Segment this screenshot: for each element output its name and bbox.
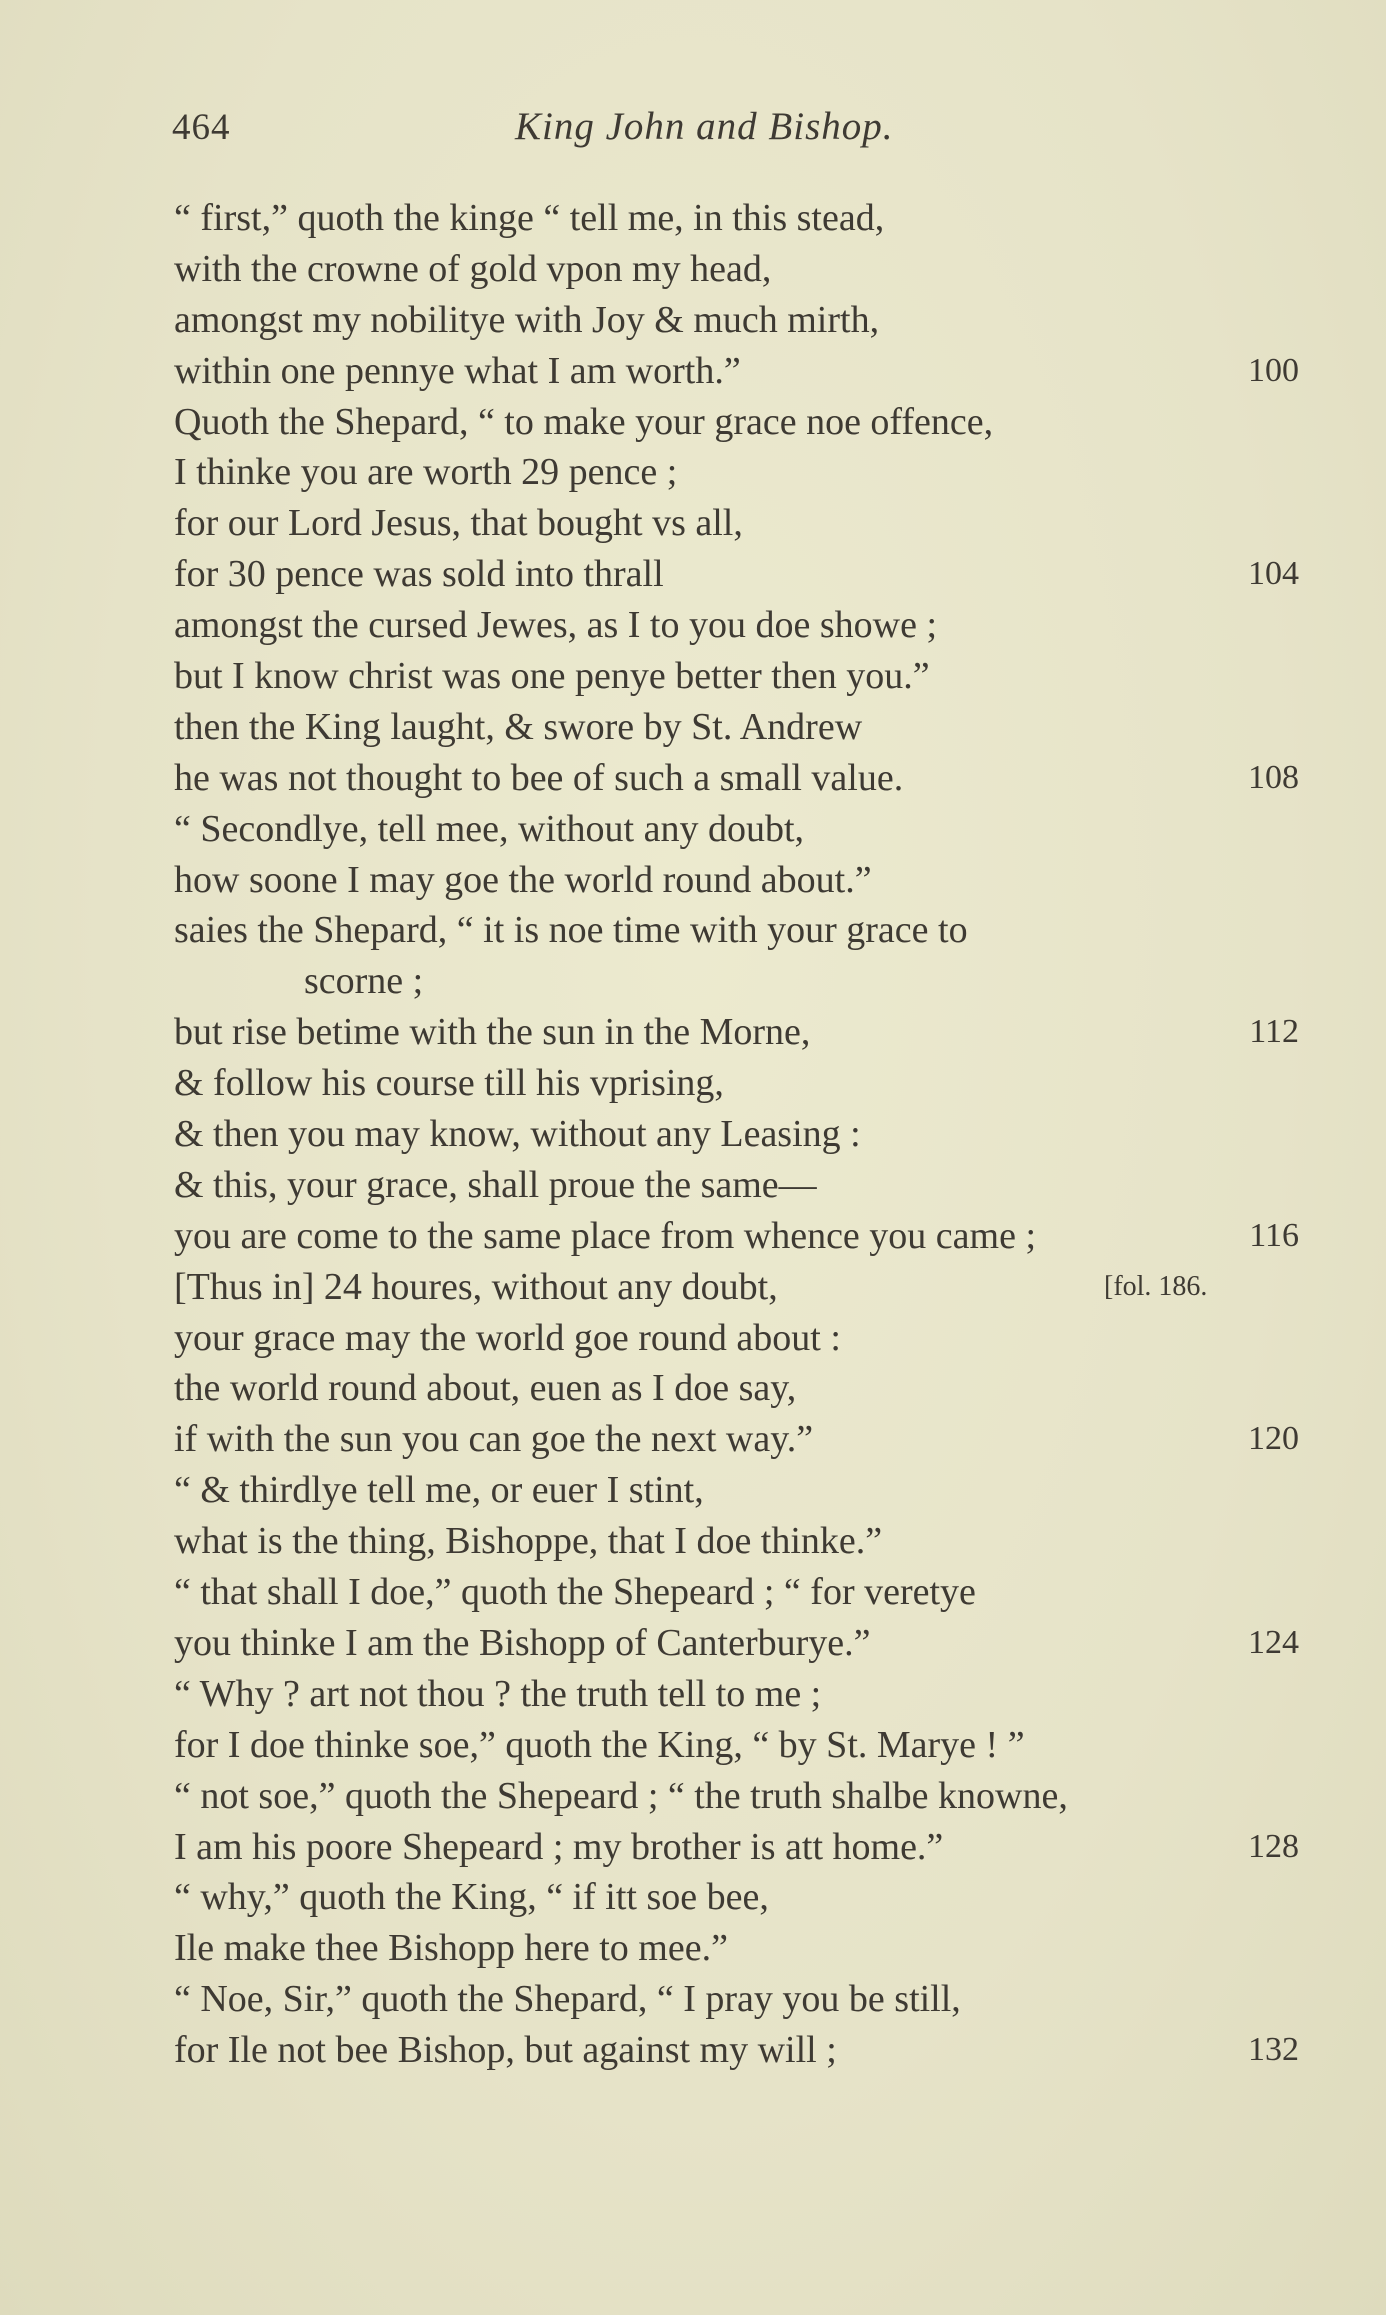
verse-line [174, 1211, 1299, 1262]
verse-line [174, 549, 1299, 600]
page-number: 464 [172, 107, 231, 148]
verse-line-text: your grace may the world goe round about : [174, 1316, 841, 1359]
verse-line [174, 1313, 1299, 1364]
verse-line-text: “ & thirdlye tell me, or euer I stint, [174, 1469, 704, 1512]
line-number: 108 [1248, 758, 1299, 796]
running-title: King John and Bishop. [515, 105, 894, 148]
verse-line-text: scorne ; [304, 960, 424, 1003]
verse-line-text: for Ile not bee Bishop, but against my will ; [174, 2029, 837, 2072]
verse-line [174, 1618, 1299, 1669]
verse-line [174, 498, 1299, 549]
verse-line [174, 1872, 1299, 1923]
verse-line-text: “ not soe,” quoth the Shepeard ; “ the truth shalbe knowne, [174, 1774, 1068, 1817]
verse-line [174, 753, 1299, 804]
verse-line [174, 1720, 1299, 1771]
verse-line-text: how soone I may goe the world round about.” [174, 858, 872, 901]
line-number: 104 [1248, 555, 1299, 593]
verse-line-text: & follow his course till his vprising, [174, 1062, 724, 1105]
verse-line-text: “ Why ? art not thou ? the truth tell to me ; [174, 1672, 822, 1715]
verse-line-text: but rise betime with the sun in the Morne, [174, 1011, 811, 1054]
verse-line-text: but I know christ was one penye better then you.” [174, 655, 930, 698]
verse-line-text: I thinke you are worth 29 pence ; [174, 451, 678, 494]
line-number: 100 [1248, 351, 1299, 389]
verse-line [174, 905, 1299, 956]
verse-line-text: amongst the cursed Jewes, as I to you doe showe ; [174, 604, 938, 647]
verse-line-text: you thinke I am the Bishopp of Canterburye.” [174, 1621, 871, 1664]
verse-line [174, 1822, 1299, 1873]
verse-line-text: “ why,” quoth the King, “ if itt soe bee, [174, 1876, 769, 1919]
verse-line-text: Quoth the Shepard, “ to make your grace noe offence, [174, 400, 994, 443]
verse-line-text: Ile make thee Bishopp here to mee.” [174, 1927, 728, 1970]
verse-line-text: you are come to the same place from whence you came ; [174, 1214, 1037, 1257]
verse-line-text: & then you may know, without any Leasing : [174, 1113, 861, 1156]
verse-line [174, 1669, 1299, 1720]
verse-line [174, 1567, 1299, 1618]
verse-line-text: “ that shall I doe,” quoth the Shepeard ; “ for veretye [174, 1571, 976, 1614]
verse-line-text: saies the Shepard, “ it is noe time with your grace to [174, 909, 968, 952]
verse-line [174, 1465, 1299, 1516]
verse-line-text: the world round about, euen as I doe say, [174, 1367, 797, 1410]
verse-line [174, 600, 1299, 651]
line-number: 132 [1248, 2031, 1299, 2069]
verse-line-text: I am his poore Shepeard ; my brother is att home.” [174, 1825, 944, 1868]
verse-line-text: for 30 pence was sold into thrall [174, 553, 664, 596]
verse-line [174, 1007, 1299, 1058]
poem-body [174, 193, 1299, 2076]
verse-line [174, 855, 1299, 906]
verse-line [174, 1160, 1299, 1211]
verse-line [174, 1414, 1299, 1465]
verse-line [174, 702, 1299, 753]
folio-note: [fol. 186. [1104, 1270, 1208, 1302]
line-number: 112 [1249, 1013, 1299, 1051]
verse-line [174, 346, 1299, 397]
verse-line [174, 295, 1299, 346]
verse-line [174, 956, 1299, 1007]
verse-line [174, 1771, 1299, 1822]
verse-line [174, 447, 1299, 498]
verse-line-text: he was not thought to bee of such a small value. [174, 756, 904, 799]
verse-line [174, 1923, 1299, 1974]
verse-line-text: “ Noe, Sir,” quoth the Shepard, “ I pray you be still, [174, 1978, 961, 2021]
verse-line [174, 1516, 1299, 1567]
verse-line [174, 397, 1299, 448]
verse-line [174, 1363, 1299, 1414]
verse-line-text: & this, your grace, shall proue the same— [174, 1163, 817, 1206]
verse-line-text: what is the thing, Bishoppe, that I doe thinke.” [174, 1520, 883, 1563]
verse-line-text: with the crowne of gold vpon my head, [174, 247, 772, 290]
verse-line-text: if with the sun you can goe the next way.” [174, 1418, 814, 1461]
verse-line-text: “ first,” quoth the kinge “ tell me, in this stead, [174, 197, 885, 239]
verse-line [174, 804, 1299, 855]
line-number: 128 [1248, 1827, 1299, 1865]
verse-line [174, 193, 1299, 244]
verse-line [174, 1974, 1299, 2025]
verse-line-text: for our Lord Jesus, that bought vs all, [174, 502, 743, 545]
verse-line [174, 1109, 1299, 1160]
verse-line-text: “ Secondlye, tell mee, without any doubt, [174, 807, 805, 850]
verse-line-text: for I doe thinke soe,” quoth the King, “ by St. Marye ! ” [174, 1723, 1025, 1766]
verse-line [174, 1262, 1299, 1313]
verse-line [174, 1058, 1299, 1109]
verse-line [174, 244, 1299, 295]
verse-line-text: [Thus in] 24 houres, without any doubt, [174, 1265, 778, 1308]
verse-line [174, 651, 1299, 702]
verse-line-text: then the King laught, & swore by St. Andrew [174, 705, 863, 748]
line-number: 120 [1248, 1420, 1299, 1458]
line-number: 116 [1249, 1216, 1299, 1254]
verse-line [174, 2025, 1299, 2076]
verse-line-text: amongst my nobilitye with Joy & much mirth, [174, 298, 880, 341]
verse-line-text: within one pennye what I am worth.” [174, 349, 741, 392]
line-number: 124 [1248, 1623, 1299, 1661]
